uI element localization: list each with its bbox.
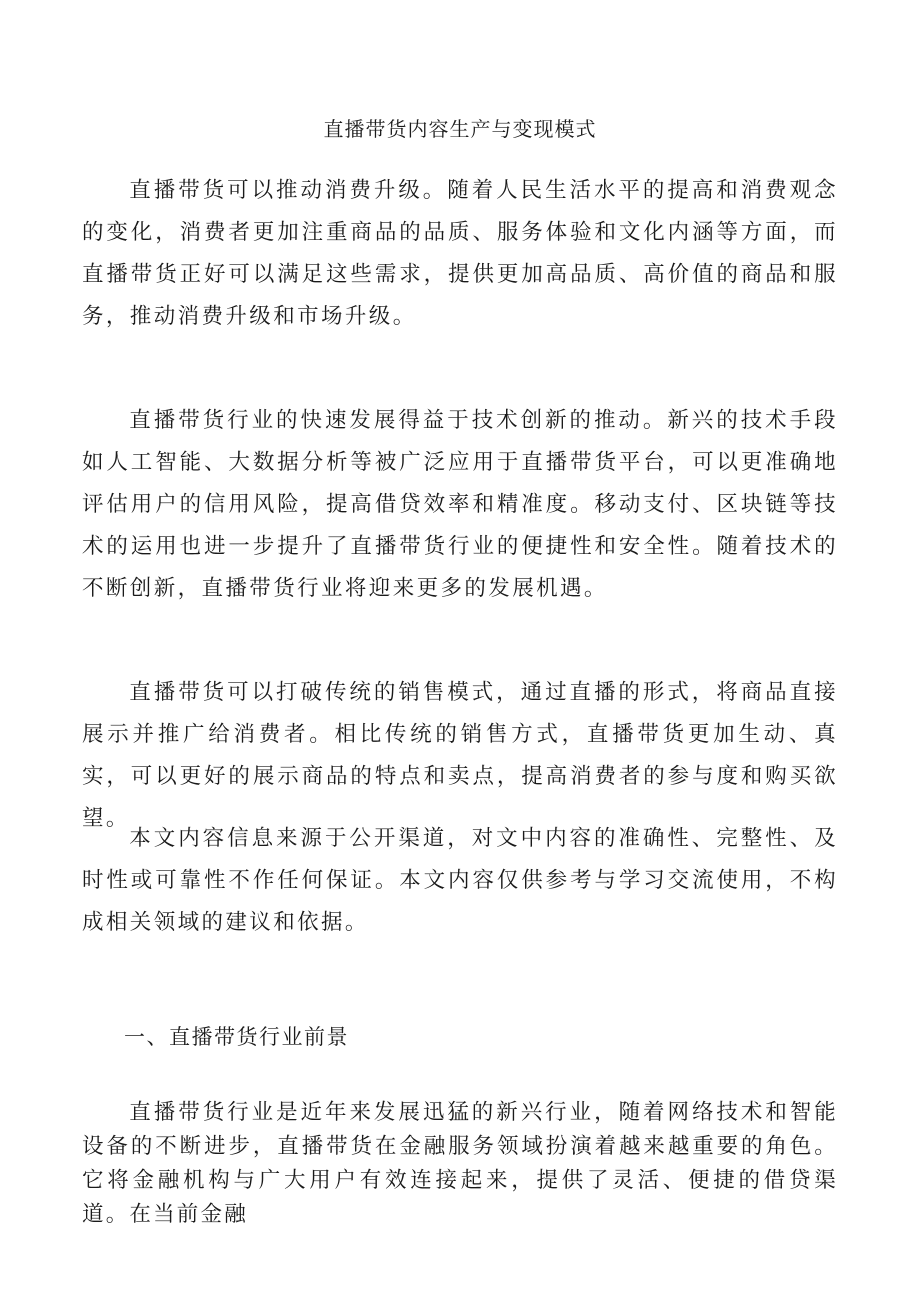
document-page [82, 0, 838, 1301]
paragraph-disclaimer: 本文内容信息来源于公开渠道，对文中内容的准确性、完整性、及时性或可靠性不作任何保证。本文内容仅供参考与学习交流使用，不构成相关领域的建议和依据。 [82, 826, 838, 935]
paragraph-sales-model: 直播带货可以打破传统的销售模式，通过直播的形式，将商品直接展示并推广给消费者。相比传统的销售方式，直播带货更加生动、真实，可以更好的展示商品的特点和卖点，提高消费者的参与度和购买欲望。 [82, 680, 838, 831]
paragraph-consumption-upgrade: 直播带货可以推动消费升级。随着人民生活水平的提高和消费观念的变化，消费者更加注重商品的品质、服务体验和文化内涵等方面，而直播带货正好可以满足这些需求，提供更加高品质、高价值的商品和服务，推动消费升级和市场升级。 [82, 178, 838, 329]
document-title: 直播带货内容生产与变现模式 [323, 117, 597, 141]
paragraph-technology-innovation: 直播带货行业的快速发展得益于技术创新的推动。新兴的技术手段如人工智能、大数据分析等被广泛应用于直播带货平台，可以更准确地评估用户的信用风险，提高借贷效率和精准度。移动支付、区块链等技术的运用也进一步提升了直播带货行业的便捷性和安全性。随着技术的不断创新，直播带货行业将迎来更多的发展机遇。 [82, 408, 838, 601]
section-heading: 一、直播带货行业前景 [124, 1025, 349, 1049]
paragraph-industry-outlook: 直播带货行业是近年来发展迅猛的新兴行业，随着网络技术和智能设备的不断进步，直播带货在金融服务领域扮演着越来越重要的角色。它将金融机构与广大用户有效连接起来，提供了灵活、便捷的借贷渠道。在当前金融 [82, 1100, 838, 1227]
